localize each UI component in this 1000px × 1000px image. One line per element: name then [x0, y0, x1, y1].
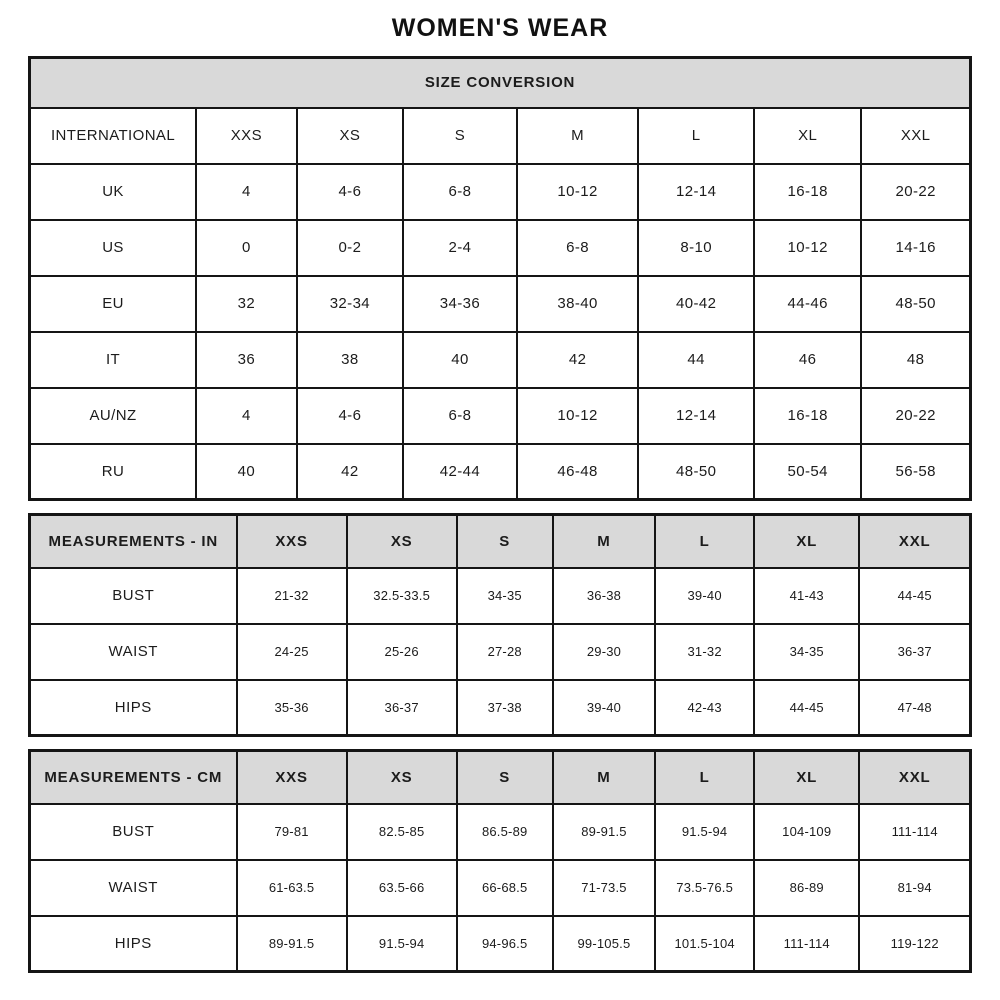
value-cell: 10-12 [754, 220, 861, 276]
value-cell: 82.5-85 [347, 804, 457, 860]
value-cell: 48-50 [861, 276, 970, 332]
header-row [30, 515, 971, 568]
size-column-header: S [403, 108, 517, 164]
size-column-header: L [655, 515, 754, 568]
value-cell: 40 [403, 332, 517, 388]
value-cell: 4-6 [297, 164, 403, 220]
value-cell: 89-91.5 [553, 804, 656, 860]
table-title-cell: MEASUREMENTS - IN [30, 515, 237, 568]
size-column-header: M [517, 108, 638, 164]
value-cell: 27-28 [457, 624, 553, 680]
value-cell: 46-48 [517, 444, 638, 500]
value-cell: 50-54 [754, 444, 861, 500]
value-cell: 24-25 [237, 624, 347, 680]
row-label: AU/NZ [30, 388, 197, 444]
row-label: HIPS [30, 916, 237, 972]
value-cell: 8-10 [638, 220, 754, 276]
size-column-header: XS [347, 515, 457, 568]
value-cell: 10-12 [517, 164, 638, 220]
value-cell: 32.5-33.5 [347, 568, 457, 624]
value-cell: 36-38 [553, 568, 656, 624]
value-cell: 91.5-94 [347, 916, 457, 972]
value-cell: 101.5-104 [655, 916, 754, 972]
value-cell: 29-30 [553, 624, 656, 680]
table-row [30, 804, 971, 860]
size-conversion-table [28, 56, 972, 501]
value-cell: 21-32 [237, 568, 347, 624]
row-label: UK [30, 164, 197, 220]
value-cell: 6-8 [517, 220, 638, 276]
row-label: WAIST [30, 624, 237, 680]
value-cell: 37-38 [457, 680, 553, 736]
value-cell: 16-18 [754, 164, 861, 220]
value-cell: 41-43 [754, 568, 859, 624]
table-row [30, 332, 971, 388]
size-column-header: L [638, 108, 754, 164]
measurements-in-table [28, 513, 972, 737]
size-column-header: XXS [237, 515, 347, 568]
value-cell: 6-8 [403, 388, 517, 444]
value-cell: 12-14 [638, 388, 754, 444]
value-cell: 42 [297, 444, 403, 500]
value-cell: 86.5-89 [457, 804, 553, 860]
row-label: BUST [30, 804, 237, 860]
value-cell: 36 [196, 332, 297, 388]
table-row [30, 276, 971, 332]
value-cell: 42-44 [403, 444, 517, 500]
value-cell: 6-8 [403, 164, 517, 220]
size-column-header: M [553, 515, 656, 568]
value-cell: 99-105.5 [553, 916, 656, 972]
value-cell: 38-40 [517, 276, 638, 332]
value-cell: 48 [861, 332, 970, 388]
row-label: US [30, 220, 197, 276]
value-cell: 89-91.5 [237, 916, 347, 972]
value-cell: 4 [196, 388, 297, 444]
value-cell: 34-36 [403, 276, 517, 332]
size-column-header: XXS [237, 751, 347, 804]
page-title: WOMEN'S WEAR [391, 14, 609, 42]
value-cell: 0 [196, 220, 297, 276]
value-cell: 111-114 [754, 916, 859, 972]
table-row [30, 568, 971, 624]
value-cell: 36-37 [347, 680, 457, 736]
value-cell: 34-35 [457, 568, 553, 624]
value-cell: 16-18 [754, 388, 861, 444]
size-column-header: XXS [196, 108, 297, 164]
row-label: HIPS [30, 680, 237, 736]
size-column-header: XXL [861, 108, 970, 164]
row-label: BUST [30, 568, 237, 624]
row-label: WAIST [30, 860, 237, 916]
row-label: RU [30, 444, 197, 500]
row-label: EU [30, 276, 197, 332]
value-cell: 56-58 [861, 444, 970, 500]
value-cell: 39-40 [655, 568, 754, 624]
value-cell: 71-73.5 [553, 860, 656, 916]
value-cell: 91.5-94 [655, 804, 754, 860]
row-label: IT [30, 332, 197, 388]
value-cell: 42-43 [655, 680, 754, 736]
value-cell: 25-26 [347, 624, 457, 680]
size-column-header: XL [754, 108, 861, 164]
size-column-header: XXL [859, 751, 970, 804]
value-cell: 63.5-66 [347, 860, 457, 916]
size-column-header: S [457, 515, 553, 568]
value-cell: 14-16 [861, 220, 970, 276]
value-cell: 39-40 [553, 680, 656, 736]
value-cell: 35-36 [237, 680, 347, 736]
size-column-header: XS [347, 751, 457, 804]
measurements-cm-table [28, 749, 972, 973]
header-row [30, 751, 971, 804]
value-cell: 44-46 [754, 276, 861, 332]
value-cell: 86-89 [754, 860, 859, 916]
value-cell: 32 [196, 276, 297, 332]
value-cell: 38 [297, 332, 403, 388]
value-cell: 40 [196, 444, 297, 500]
value-cell: 20-22 [861, 164, 970, 220]
value-cell: 111-114 [859, 804, 970, 860]
table-row [30, 220, 971, 276]
table-row [30, 388, 971, 444]
size-column-header: XL [754, 515, 859, 568]
value-cell: 104-109 [754, 804, 859, 860]
header-row [30, 108, 971, 164]
value-cell: 119-122 [859, 916, 970, 972]
value-cell: 42 [517, 332, 638, 388]
value-cell: 47-48 [859, 680, 970, 736]
value-cell: 94-96.5 [457, 916, 553, 972]
value-cell: 34-35 [754, 624, 859, 680]
table-title-cell: MEASUREMENTS - CM [30, 751, 237, 804]
value-cell: 36-37 [859, 624, 970, 680]
value-cell: 32-34 [297, 276, 403, 332]
table-banner: SIZE CONVERSION [30, 58, 971, 108]
size-column-header: S [457, 751, 553, 804]
table-row [30, 916, 971, 972]
value-cell: 46 [754, 332, 861, 388]
value-cell: 44 [638, 332, 754, 388]
size-column-header: XXL [859, 515, 970, 568]
value-cell: 12-14 [638, 164, 754, 220]
value-cell: 20-22 [861, 388, 970, 444]
value-cell: 44-45 [859, 568, 970, 624]
size-column-header: XL [754, 751, 859, 804]
value-cell: 66-68.5 [457, 860, 553, 916]
value-cell: 0-2 [297, 220, 403, 276]
value-cell: 40-42 [638, 276, 754, 332]
table-row [30, 164, 971, 220]
value-cell: 79-81 [237, 804, 347, 860]
value-cell: 81-94 [859, 860, 970, 916]
value-cell: 73.5-76.5 [655, 860, 754, 916]
table-row [30, 680, 971, 736]
value-cell: 48-50 [638, 444, 754, 500]
table-row [30, 860, 971, 916]
size-column-header: L [655, 751, 754, 804]
value-cell: 44-45 [754, 680, 859, 736]
value-cell: 2-4 [403, 220, 517, 276]
table-row [30, 444, 971, 500]
value-cell: 10-12 [517, 388, 638, 444]
value-cell: 4 [196, 164, 297, 220]
value-cell: 31-32 [655, 624, 754, 680]
value-cell: 4-6 [297, 388, 403, 444]
banner-row [30, 58, 971, 108]
size-column-header: M [553, 751, 656, 804]
value-cell: 61-63.5 [237, 860, 347, 916]
table-row [30, 624, 971, 680]
table-title-cell: INTERNATIONAL [30, 108, 197, 164]
size-column-header: XS [297, 108, 403, 164]
